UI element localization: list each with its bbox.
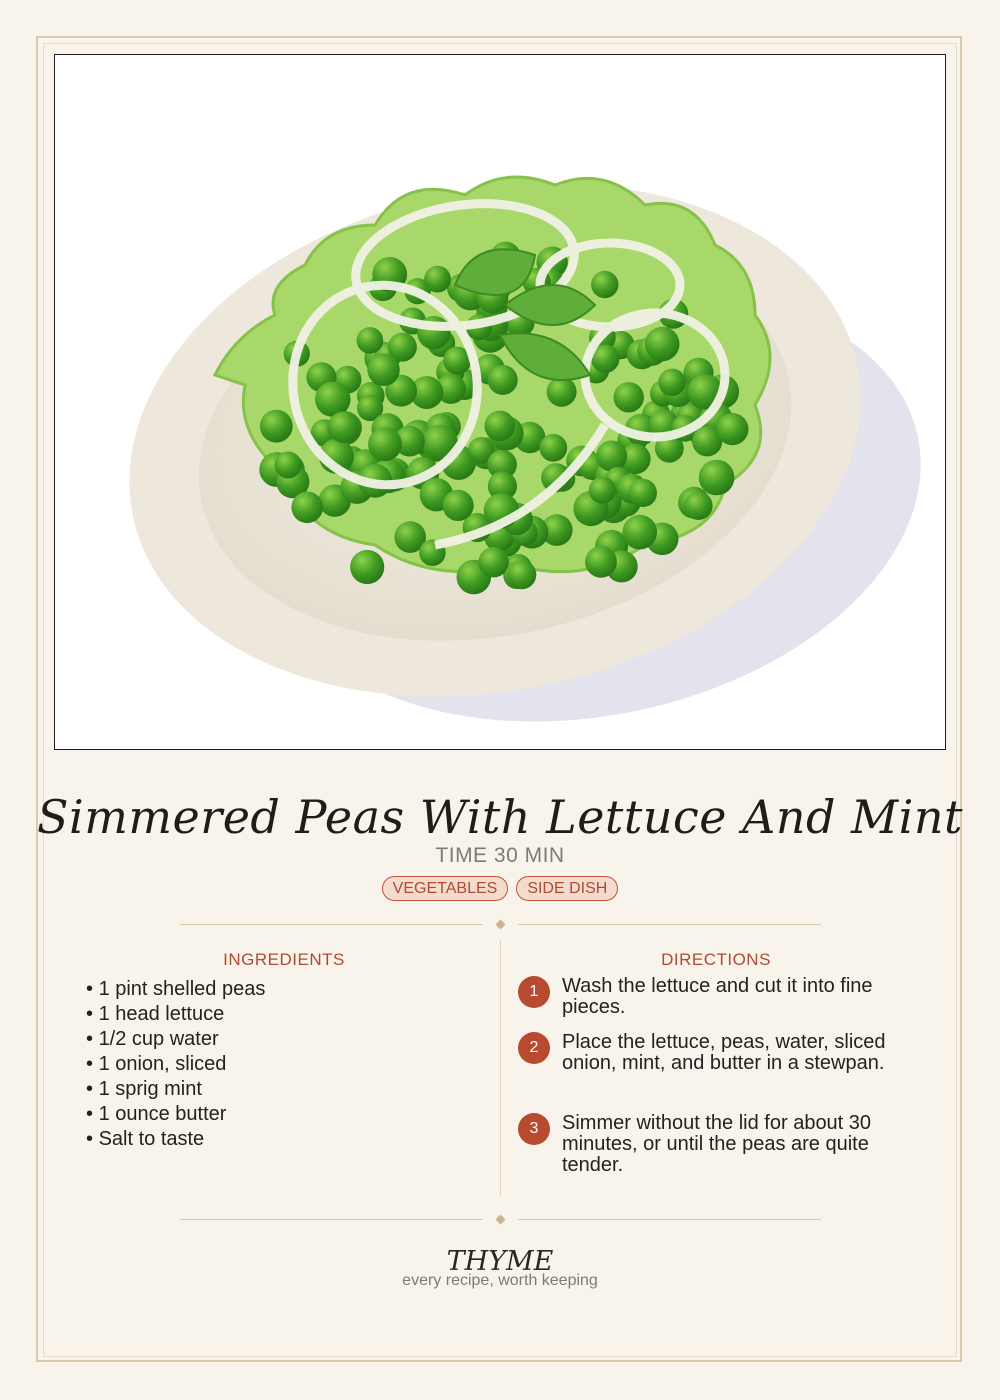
directions-list bbox=[518, 976, 918, 1176]
pea bbox=[699, 460, 735, 496]
pea bbox=[716, 413, 748, 445]
tag-side-dish[interactable]: SIDE DISH bbox=[516, 876, 618, 901]
pea bbox=[591, 271, 618, 298]
ingredient-item: • 1 pint shelled peas bbox=[86, 977, 265, 1002]
pea bbox=[488, 365, 518, 395]
pea bbox=[547, 377, 577, 407]
ingredient-item: • 1 ounce butter bbox=[86, 1102, 265, 1127]
ingredients-heading: INGREDIENTS bbox=[223, 950, 345, 969]
pea bbox=[260, 410, 293, 443]
pea bbox=[291, 492, 323, 524]
pea bbox=[484, 411, 515, 442]
ingredient-item: • 1/2 cup water bbox=[86, 1027, 265, 1052]
pea bbox=[350, 550, 384, 584]
pea bbox=[424, 266, 451, 293]
divider bbox=[518, 924, 821, 925]
divider bbox=[180, 924, 483, 925]
pea bbox=[585, 546, 617, 578]
tag-vegetables[interactable]: VEGETABLES bbox=[382, 876, 509, 901]
ingredient-item: • 1 onion, sliced bbox=[86, 1052, 265, 1077]
pea bbox=[478, 547, 508, 577]
tag-list bbox=[0, 876, 1000, 901]
ingredient-item: • 1 sprig mint bbox=[86, 1077, 265, 1102]
ingredient-item: • 1 head lettuce bbox=[86, 1002, 265, 1027]
pea bbox=[328, 412, 359, 443]
pea bbox=[623, 515, 658, 550]
pea bbox=[367, 354, 399, 386]
pea bbox=[596, 441, 627, 472]
brand-logo: THYME bbox=[446, 1246, 554, 1277]
direction-step bbox=[518, 1113, 918, 1176]
ingredient-item: • Salt to taste bbox=[86, 1127, 265, 1152]
pea bbox=[629, 479, 657, 507]
pea bbox=[507, 560, 536, 589]
step-number-badge: 3 bbox=[518, 1113, 550, 1145]
brand-tagline: every recipe, worth keeping bbox=[402, 1272, 598, 1289]
pea bbox=[539, 434, 567, 462]
ingredients-list bbox=[86, 977, 265, 1152]
recipe-photo bbox=[54, 54, 946, 750]
step-number-badge: 1 bbox=[518, 976, 550, 1008]
pea bbox=[589, 477, 616, 504]
column-divider bbox=[500, 940, 501, 1196]
pea bbox=[645, 327, 680, 362]
recipe-title: Simmered Peas With Lettuce And Mint bbox=[37, 790, 963, 844]
divider bbox=[180, 1219, 483, 1220]
divider bbox=[518, 1219, 821, 1220]
pea bbox=[658, 369, 685, 396]
pea bbox=[357, 327, 384, 354]
directions-heading: DIRECTIONS bbox=[661, 950, 771, 969]
pea bbox=[275, 452, 302, 479]
pea bbox=[368, 427, 402, 461]
cook-time: TIME 30 MIN bbox=[435, 844, 565, 867]
direction-step bbox=[518, 1032, 918, 1113]
pea bbox=[443, 490, 474, 521]
step-number-badge: 2 bbox=[518, 1032, 550, 1064]
step-text: Wash the lettuce and cut it into fine pieces. bbox=[562, 975, 873, 1018]
direction-step bbox=[518, 976, 918, 1032]
pea bbox=[684, 492, 712, 520]
step-text: Place the lettuce, peas, water, sliced onion, mint, and butter in a stewpan. bbox=[562, 1031, 886, 1074]
step-text: Simmer without the lid for about 30 minutes, or until the peas are quite tender. bbox=[562, 1112, 872, 1176]
plate-of-peas-illustration bbox=[55, 55, 945, 749]
pea bbox=[614, 382, 644, 412]
